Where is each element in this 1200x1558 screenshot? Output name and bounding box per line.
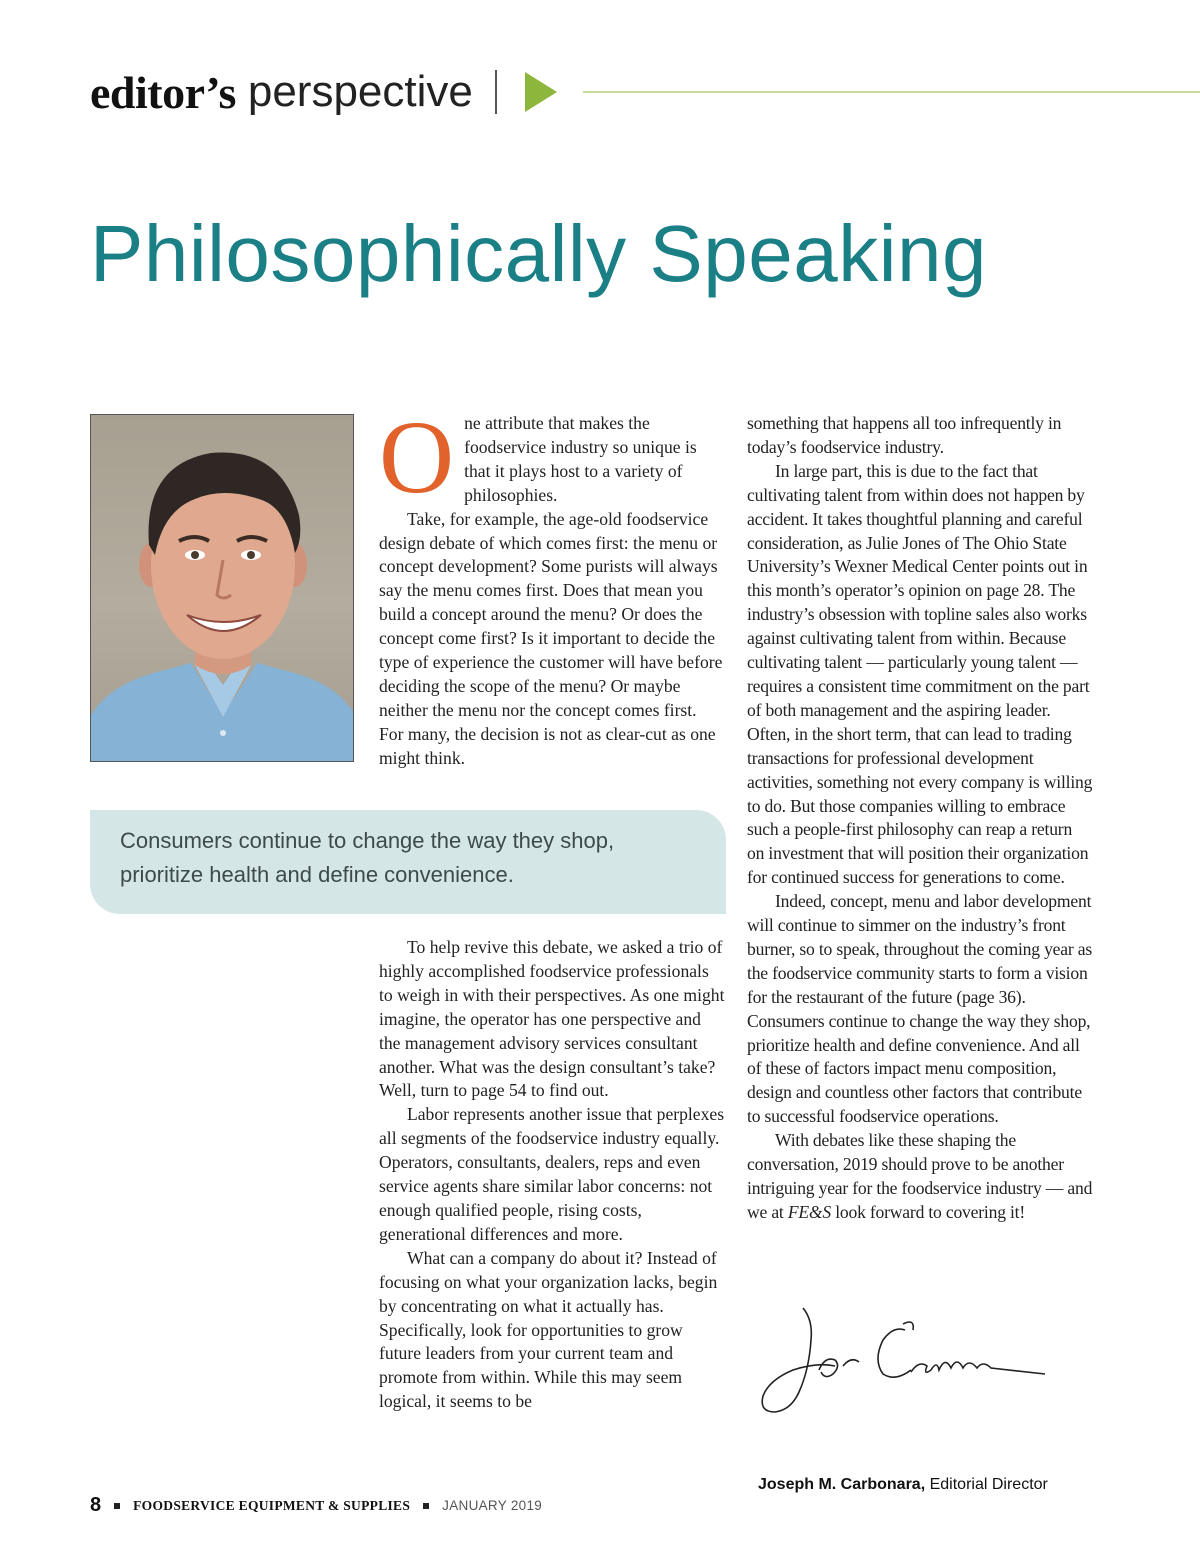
author-name: Joseph M. Carbonara, xyxy=(758,1476,926,1493)
section-label-light: perspective xyxy=(247,67,473,116)
paragraph-text: look forward to covering it! xyxy=(831,1201,1026,1222)
issue-date: JANUARY 2019 xyxy=(442,1498,543,1513)
article-column-2 xyxy=(747,412,1093,1225)
header-divider xyxy=(495,70,497,114)
section-label-bold: editor’s xyxy=(90,66,236,118)
article-column-1-bottom xyxy=(379,936,725,1414)
page-number: 8 xyxy=(90,1494,102,1516)
paragraph: Labor represents another issue that perplexes all segments of the foodservice industry equally. Operators, consultants, dealers, reps and even service agents share similar labor concerns: not enough qualified people, rising costs, generational differences and more. xyxy=(379,1104,725,1244)
paragraph: something that happens all too infrequently in today’s foodservice industry. xyxy=(747,413,1062,457)
page-footer xyxy=(90,1494,542,1517)
section-header xyxy=(90,62,1200,122)
signature-image xyxy=(755,1300,1055,1420)
paragraph xyxy=(379,400,725,515)
pull-quote: Consumers continue to change the way they shop, prioritize health and define convenience. xyxy=(90,810,726,914)
paragraph: In large part, this is due to the fact that cultivating talent from within does not happen by accident. It takes thoughtful planning and careful consideration, as Julie Jones of The Ohio State University’s Wexner Medical Center points out in this month’s operator’s opinion on page 28. The industry’s obsession with topline sales also works against cultivating talent from within. Because cultivating talent — particularly young talent — requires a consistent time commitment on the part of both management and the aspiring leader. Often, in the short term, that can lead to trading transactions for professional development activities, something not every company is willing to do. But those companies willing to embrace such a people-first philosophy can reap a return on investment that will position their organization for continued success for generations to come. xyxy=(747,460,1093,888)
triangle-arrow-icon xyxy=(525,72,557,112)
paragraph: To help revive this debate, we asked a trio of highly accomplished foodservice professionals to weigh in with their perspectives. As one might imagine, the operator has one perspective and the management advisory services consultant another. What was the design consultant’s take? Well, turn to page 54 to find out. xyxy=(379,937,725,1101)
paragraph xyxy=(747,1129,1093,1225)
paragraph: What can a company do about it? Instead of focusing on what your organization lacks, begin by concentrating on what it actually has. Specifically, look for opportunities to grow future leaders from your current team and promote from within. While this may seem logical, it seems to be xyxy=(379,1247,718,1412)
drop-cap: O xyxy=(379,400,455,515)
square-bullet-icon xyxy=(114,1503,120,1509)
author-byline xyxy=(758,1476,1048,1494)
paragraph-text: With debates like these shaping the conversation, 2019 should prove to be another intriguing year for the foodservice industry — and we at xyxy=(747,1130,1093,1222)
paragraph-text: ne attribute that makes the foodservice industry so unique is that it plays host to a variety of philosophies. xyxy=(464,413,697,505)
article-title: Philosophically Speaking xyxy=(90,209,987,298)
square-bullet-icon xyxy=(423,1503,429,1509)
publication-abbrev: FE&S xyxy=(787,1201,831,1222)
author-role: Editorial Director xyxy=(925,1476,1048,1493)
publication-name: FOODSERVICE EQUIPMENT & SUPPLIES xyxy=(133,1497,411,1513)
header-rule xyxy=(583,91,1200,93)
paragraph: Take, for example, the age-old foodservice design debate of which comes first: the menu or concept development? Some purists will always say the menu comes first. Does that mean you build a concept around the menu? Or does the concept come first? Is it important to decide the type of experience the customer will have before deciding the scope of the menu? Or maybe neither the menu nor the concept comes first. For many, the decision is not as clear-cut as one might think. xyxy=(379,508,723,768)
article-column-1-top xyxy=(379,400,725,771)
author-photo xyxy=(90,414,354,762)
paragraph: Indeed, concept, menu and labor development will continue to simmer on the industry’s front burner, so to speak, throughout the coming year as the foodservice community starts to form a vision for the restaurant of the future (page 36). Consumers continue to change the way they shop, prioritize health and define convenience. And all of these of factors impact menu composition, design and countless other factors that contribute to successful foodservice operations. xyxy=(747,891,1092,1127)
